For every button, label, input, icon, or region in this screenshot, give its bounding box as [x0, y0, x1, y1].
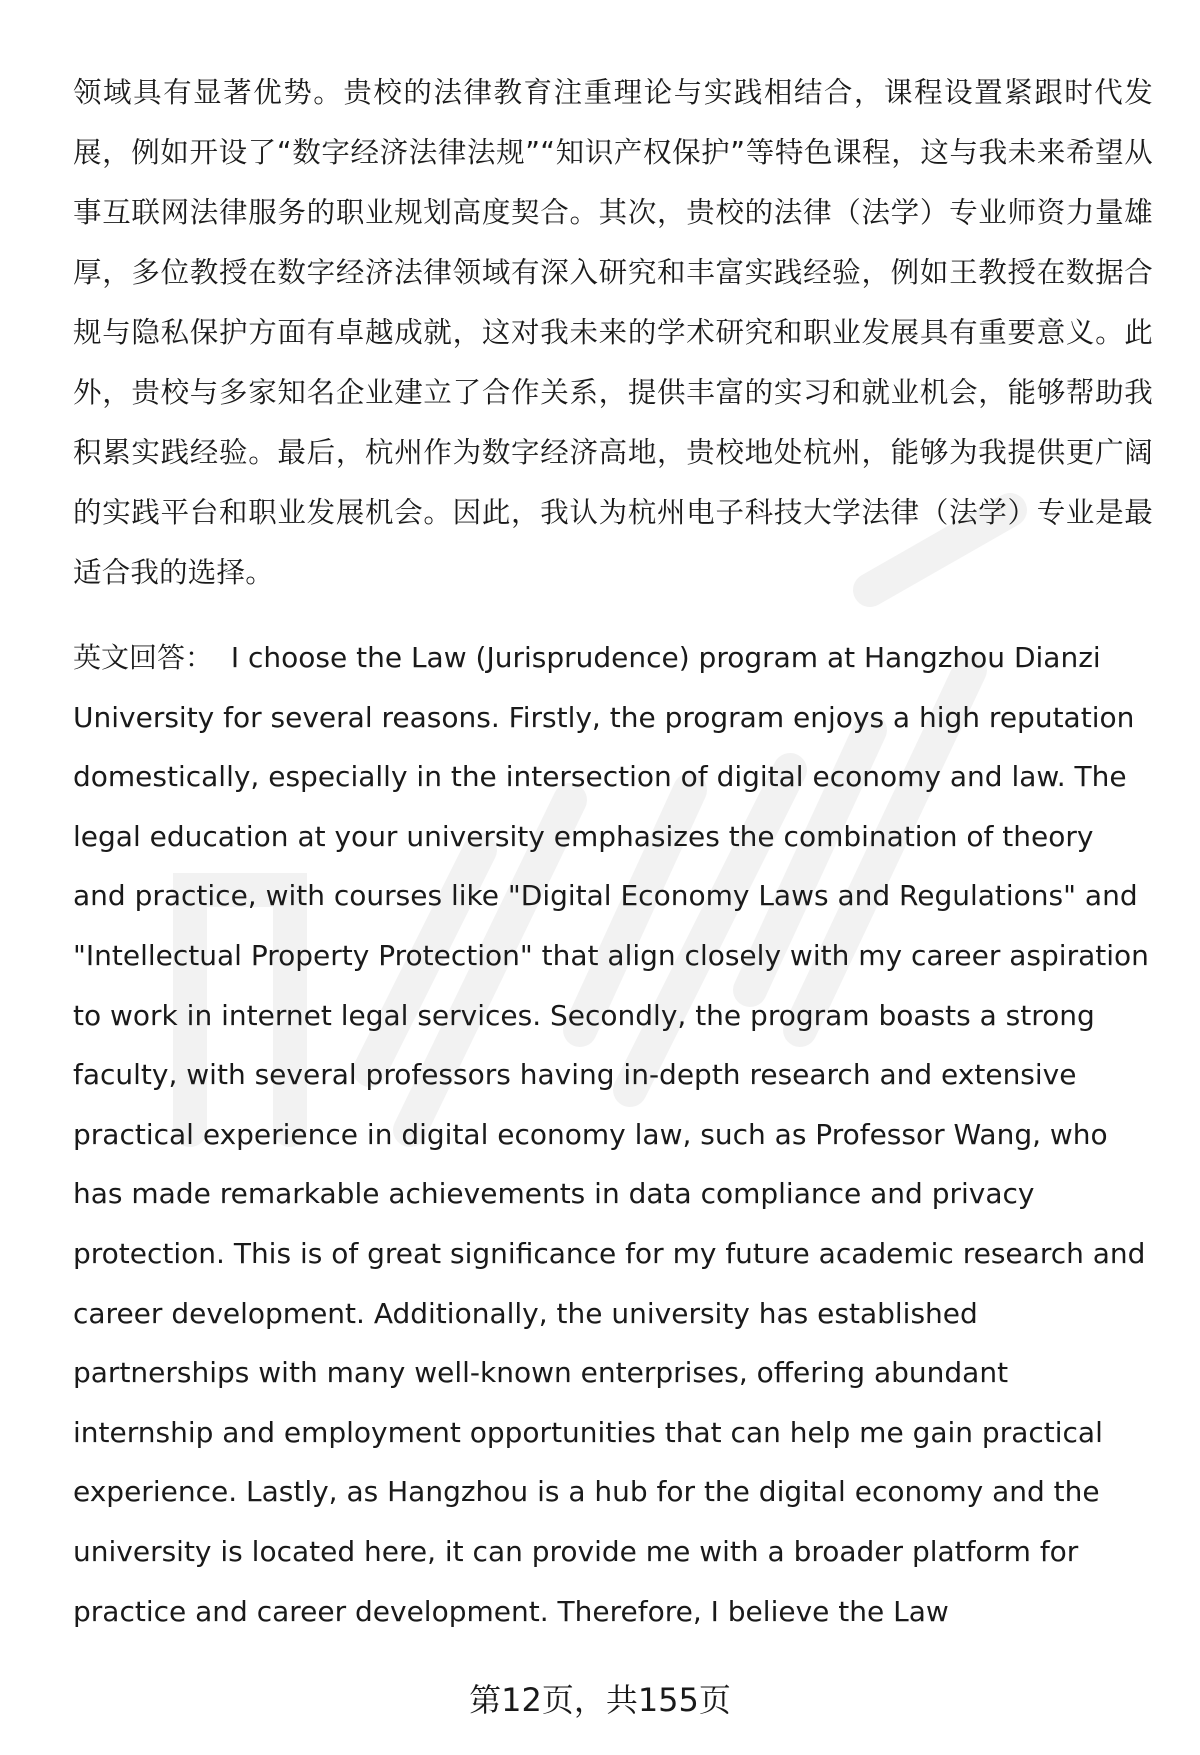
page-number-footer: 第12页，共155页 [469, 1681, 731, 1719]
english-answer-paragraph [73, 628, 1153, 1641]
english-answer-label: 英文回答： [73, 641, 214, 674]
chinese-answer-paragraph: 领域具有显著优势。贵校的法律教育注重理论与实践相结合，课程设置紧跟时代发展，例如开设了“数字经济法律法规”“知识产权保护”等特色课程，这与我未来希望从事互联网法律服务的职业规划高度契合。其次，贵校的法律（法学）专业师资力量雄厚，多位教授在数字经济法律领域有深入研究和丰富实践经验，例如王教授在数据合规与隐私保护方面有卓越成就，这对我未来的学术研究和职业发展具有重要意义。此外，贵校与多家知名企业建立了合作关系，提供丰富的实习和就业机会，能够帮助我积累实践经验。最后，杭州作为数字经济高地，贵校地处杭州，能够为我提供更广阔的实践平台和职业发展机会。因此，我认为杭州电子科技大学法律（法学）专业是最适合我的选择。 [73, 76, 1153, 589]
english-answer-text: I choose the Law (Jurisprudence) program at Hangzhou Dianzi University for several reasons. Firstly, the program enjoys a high reputation domestically, especially in the intersection of digital economy and law. The legal education at your university emphasizes the combination of theory and practice, with courses like "Digital Economy Laws and Regulations" and "Intellectual Property Protection" that align closely with my career aspiration to work in internet legal services. Secondly, the program boasts a strong faculty, with several professors having in-depth research and extensive practical experience in digital economy law, such as Professor Wang, who has made remarkable achievements in data compliance and privacy protection. This is of great significance for my future academic research and career development. Additionally, the university has established partnerships with many well-known enterprises, offering abundant internship and employment opportunities that can help me gain practical experience. Lastly, as Hangzhou is a hub for the digital economy and the university is located here, it can provide me with a broader platform for practice and career development. Therefore, I believe the Law [73, 641, 1149, 1628]
